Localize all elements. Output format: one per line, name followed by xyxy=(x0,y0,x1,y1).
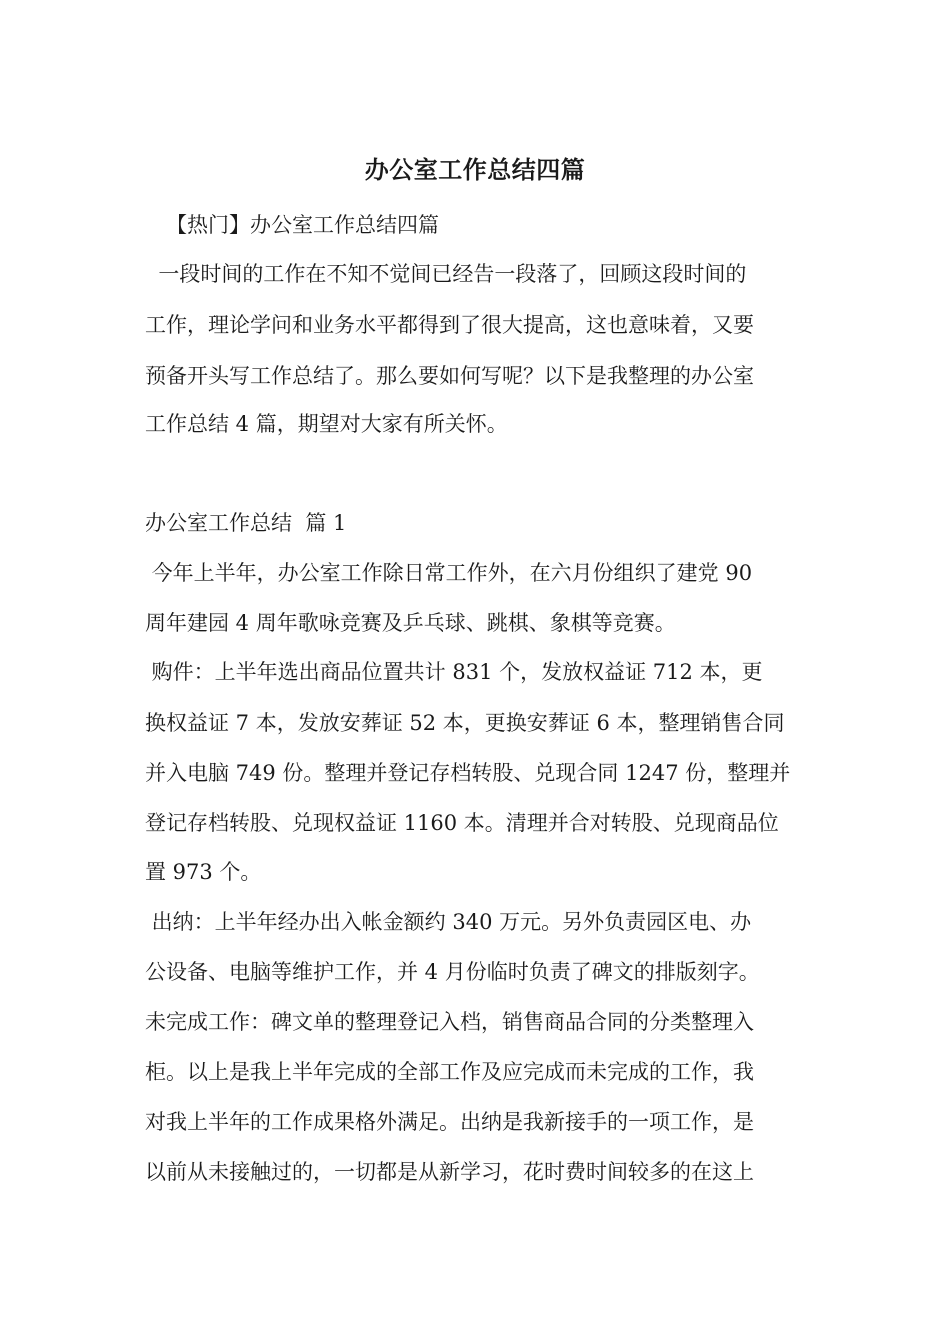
body-line: 登记存档转股、兑现权益证 1160 本。清理并合对转股、兑现商品位 xyxy=(145,811,779,835)
document-subtitle: 【热门】办公室工作总结四篇 xyxy=(166,213,439,237)
body-line: 置 973 个。 xyxy=(145,860,262,884)
body-line: 出纳：上半年经办出入帐金额约 340 万元。另外负责园区电、办 xyxy=(145,910,752,934)
body-line: 购件：上半年选出商品位置共计 831 个，发放权益证 712 本，更 xyxy=(145,660,763,684)
intro-line: 工作总结 4 篇，期望对大家有所关怀。 xyxy=(145,412,508,436)
document-title: 办公室工作总结四篇 xyxy=(364,155,586,184)
body-line: 柜。以上是我上半年完成的全部工作及应完成而未完成的工作，我 xyxy=(145,1060,754,1084)
body-line: 以前从未接触过的，一切都是从新学习，花时费时间较多的在这上 xyxy=(145,1160,754,1184)
section-heading: 办公室工作总结 篇 1 xyxy=(145,511,347,535)
body-line: 对我上半年的工作成果格外满足。出纳是我新接手的一项工作，是 xyxy=(145,1110,754,1134)
intro-line: 工作，理论学问和业务水平都得到了很大提高，这也意味着，又要 xyxy=(145,313,754,337)
body-line: 公设备、电脑等维护工作，并 4 月份临时负责了碑文的排版刻字。 xyxy=(145,960,760,984)
intro-line: 一段时间的工作在不知不觉间已经告一段落了，回顾这段时间的 xyxy=(145,262,747,286)
body-line: 换权益证 7 本，发放安葬证 52 本，更换安葬证 6 本，整理销售合同 xyxy=(145,711,785,735)
body-line: 周年建园 4 周年歌咏竞赛及乒乓球、跳棋、象棋等竞赛。 xyxy=(145,611,676,635)
body-line: 未完成工作：碑文单的整理登记入档，销售商品合同的分类整理入 xyxy=(145,1010,754,1034)
body-line: 并入电脑 749 份。整理并登记存档转股、兑现合同 1247 份，整理并 xyxy=(145,761,791,785)
body-line: 今年上半年，办公室工作除日常工作外，在六月份组织了建党 90 xyxy=(145,561,753,585)
intro-line: 预备开头写工作总结了。那么要如何写呢？以下是我整理的办公室 xyxy=(145,364,754,388)
